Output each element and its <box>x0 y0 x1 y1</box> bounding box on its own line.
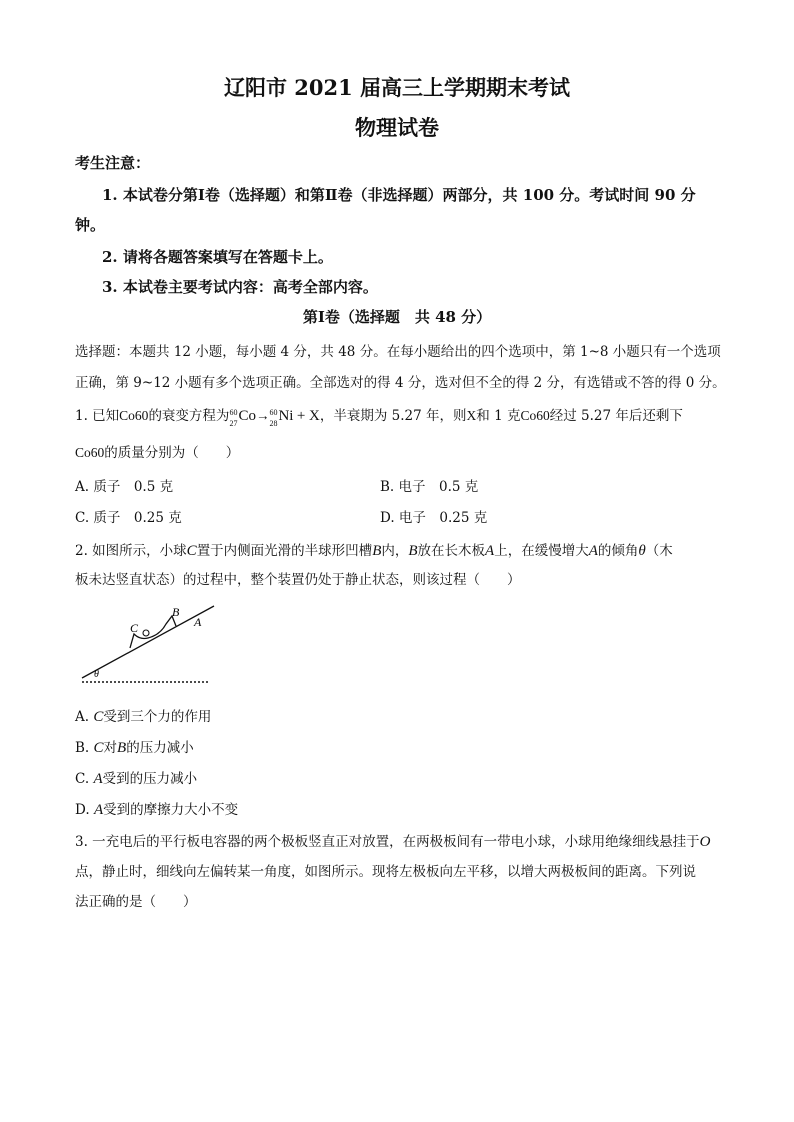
section-heading: 第Ⅰ卷（选择题 共 48 分） <box>302 308 492 326</box>
q1-text-post3: 经过 5.27 年后还剩下 <box>549 408 683 424</box>
q1-text-mid: 的衰变方程为 <box>148 408 230 424</box>
q1-co60-c: Co60 <box>75 445 105 460</box>
exam-title: 辽阳市 2021 届高三上学期期末考试 <box>223 75 571 100</box>
co-symbol: Co <box>238 408 256 424</box>
q1-co60-b: Co60 <box>520 408 550 423</box>
question-3-line-3: 法正确的是（ ） <box>75 894 197 910</box>
q1-line2-text: 的质量分别为（ ） <box>104 445 240 461</box>
q2-opt-a-label: A. <box>75 709 94 725</box>
exam-subtitle: 物理试卷 <box>355 115 439 140</box>
plus-x: + X <box>296 408 320 424</box>
notice-item-3: 3. 本试卷主要考试内容：高考全部内容。 <box>102 278 378 296</box>
ni-atomic-number: 28 <box>269 418 278 428</box>
q1-x: X <box>466 408 477 423</box>
q3-text-a1: 3. 一充电后的平行板电容器的两个极板竖直正对放置，在两极板间有一带电小球，小球用绝缘细线悬挂于 <box>75 834 700 850</box>
q1-co60: Co60 <box>119 408 149 423</box>
q1-text-pre: 1. 已知 <box>75 408 120 424</box>
question-2-line-2: 板未达竖直状态）的过程中，整个装置仍处于静止状态，则该过程（ ） <box>75 572 521 588</box>
ball-c <box>143 630 149 636</box>
q3-var-o: O <box>699 834 711 850</box>
notice-item-1-cont: 钟。 <box>75 216 106 234</box>
q1-option-c[interactable]: C. 质子 0.25 克 <box>75 510 182 526</box>
question-2-line-1 <box>75 539 673 560</box>
notice-heading: 考生注意： <box>75 154 151 172</box>
q2-var-c: C <box>186 543 197 559</box>
ni-symbol: Ni <box>278 408 294 424</box>
co-atomic-number: 27 <box>229 418 238 428</box>
q2-text-a7: （木 <box>645 543 673 559</box>
q2-opt-c-label: C. <box>75 771 94 787</box>
q2-text-a1: 2. 如图所示，小球 <box>75 543 187 559</box>
q2-option-d[interactable] <box>75 798 238 819</box>
q2-opt-d-label: D. <box>75 802 94 818</box>
question-1-line-1 <box>75 404 683 428</box>
q1-option-d[interactable]: D. 电子 0.25 克 <box>380 510 488 526</box>
notice-item-1: 1. 本试卷分第Ⅰ卷（选择题）和第Ⅱ卷（非选择题）两部分，共 100 分。考试时间 90 分 <box>102 186 696 204</box>
q2-opt-b-var2: B <box>117 740 127 756</box>
q1-text-post2: 和 1 克 <box>476 408 521 424</box>
q2-option-c[interactable] <box>75 767 197 788</box>
q2-opt-c-text: 受到的压力减小 <box>102 771 198 787</box>
co-mass-number: 60 <box>229 407 238 417</box>
q2-opt-a-text: 受到三个力的作用 <box>103 709 212 725</box>
q1-text-post: ，半衰期为 5.27 年，则 <box>319 408 467 424</box>
q2-text-a5: 上，在缓慢增大 <box>494 543 589 559</box>
label-c: C <box>130 621 139 635</box>
q2-opt-b-text: 的压力减小 <box>126 740 194 756</box>
ni-mass-number: 60 <box>269 407 278 417</box>
q2-var-a2: A <box>588 543 598 559</box>
notice-item-2: 2. 请将各题答案填写在答题卡上。 <box>102 248 333 266</box>
decay-equation <box>229 407 320 428</box>
label-b: B <box>172 605 180 619</box>
q2-opt-d-text: 受到的摩擦力大小不变 <box>103 802 239 818</box>
q2-opt-b-mid: 对 <box>103 740 118 756</box>
q2-opt-b-label: B. <box>75 740 94 756</box>
q2-text-a3: 内， <box>381 543 409 559</box>
q2-incline-figure <box>78 600 218 690</box>
q2-opt-b-var: C <box>93 740 104 756</box>
q2-var-a: A <box>485 543 495 559</box>
q2-text-a6: 的倾角 <box>597 543 639 559</box>
q2-opt-a-var: C <box>93 709 104 725</box>
q2-opt-d-var: A <box>93 802 104 818</box>
q2-option-a[interactable] <box>75 705 211 726</box>
q1-option-a[interactable]: A. 质子 0.5 克 <box>75 479 174 495</box>
q2-var-theta: θ <box>638 543 646 559</box>
q2-option-b[interactable] <box>75 736 194 757</box>
q2-var-b2: B <box>408 543 418 559</box>
q2-var-b: B <box>372 543 382 559</box>
q2-opt-c-var: A <box>93 771 103 787</box>
section-intro-line-2: 正确，第 9~12 小题有多个选项正确。全部选对的得 4 分，选对但不全的得 2 分，有选错或不答的得 0 分。 <box>75 375 726 391</box>
arrow-symbol: → <box>255 408 270 423</box>
section-intro-line-1: 选择题：本题共 12 小题，每小题 4 分，共 48 分。在每小题给出的四个选项中，第 1~8 小题只有一个选项 <box>75 344 721 360</box>
label-a: A <box>194 615 202 629</box>
question-3-line-1 <box>75 830 711 851</box>
question-3-line-2: 点，静止时，细线向左偏转某一角度，如图所示。现将左极板向左平移，以增大两极板间的距离。下列说 <box>75 864 696 880</box>
q1-option-b[interactable]: B. 电子 0.5 克 <box>380 479 479 495</box>
q2-text-a4: 放在长木板 <box>417 543 486 559</box>
label-theta: θ <box>94 669 99 680</box>
question-1-line-2 <box>75 441 239 461</box>
q2-text-a2: 置于内侧面光滑的半球形凹槽 <box>196 543 373 559</box>
